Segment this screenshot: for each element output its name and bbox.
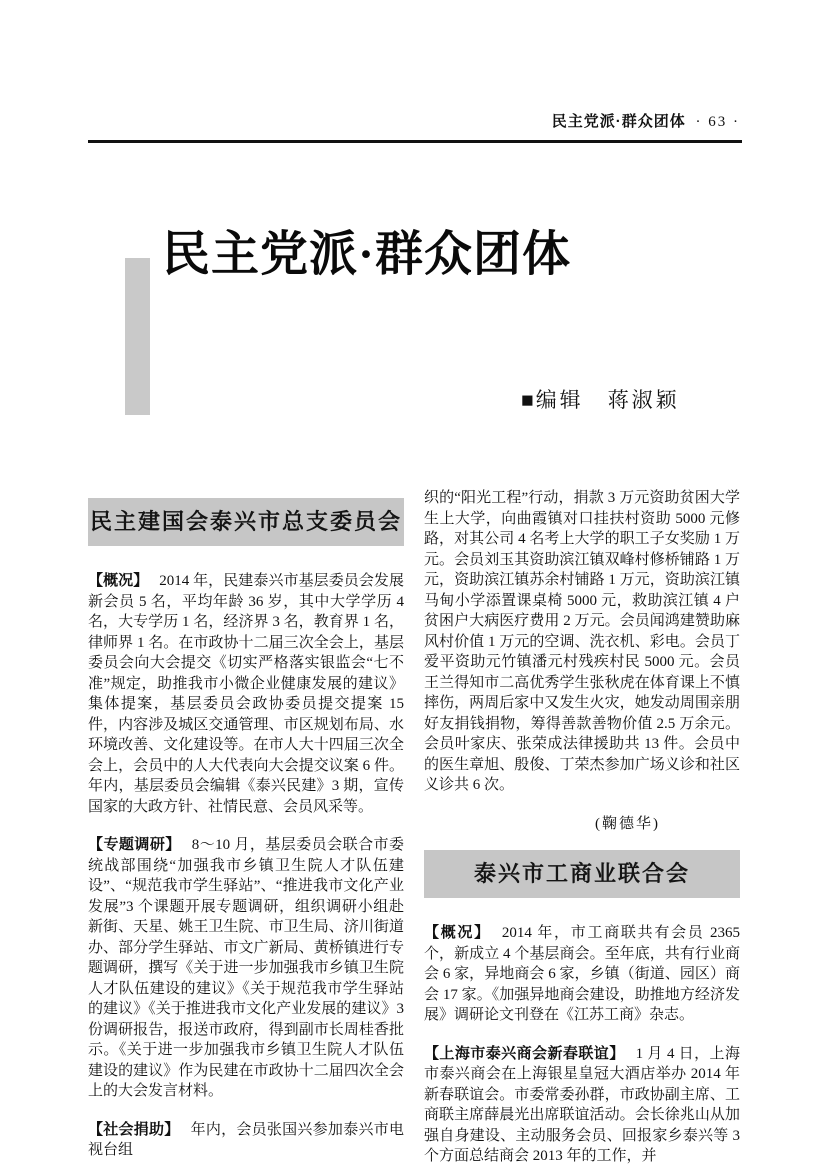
header-rule xyxy=(88,140,742,143)
paragraph-text: 8～10 月，基层委员会联合市委统战部围绕“加强我市乡镇卫生院人才队伍建设”、“规范我市学生驿站”、“推进我市文化产业发展”3 个课题开展专题调研，组织调研小组赴新街、天星、姚王卫生院、市卫生局、济川街道办、部分学生驿站、市文广新局、黄桥镇进行专题调研，撰写《关于进一步加强我市乡镇卫生院人才队伍建设的建议》《关于规范我市学生驿站的建议》《关于推进我市文化产业发展的建议》3 份调研报告，报送市政府，得到副市长周桂香批示。《关于进一步加强我市乡镇卫生院人才队伍建设的建议》作为民建在市政协十二届四次全会上的大会发言材料。 xyxy=(88,837,404,1099)
page-title: 民主党派·群众团体 xyxy=(162,228,572,281)
paragraph-shanghai-gala xyxy=(424,1044,740,1167)
editor-name: 蒋淑颖 xyxy=(607,388,680,412)
paragraph-label: 【社会捐助】 xyxy=(88,1120,180,1138)
section-title: 民主建国会泰兴市总支委员会 xyxy=(89,508,402,534)
paragraph-text: 2014 年，市工商联共有会员 2365 个，新成立 4 个基层商会。至年底，共有行业商会 6 家，异地商会 6 家，乡镇（街道、园区）商会 17 家。《加强异地商会建设，助推地方经济发展》调研论文刊登在《江苏工商》杂志。 xyxy=(424,925,740,1023)
author-attribution: (鞠德华) xyxy=(595,815,660,832)
paragraph-overview-2 xyxy=(424,923,740,1026)
section-header-minjian xyxy=(88,498,404,546)
editor-line xyxy=(521,386,680,414)
running-head-section: 民主党派·群众团体 xyxy=(551,113,686,130)
paragraph-overview xyxy=(88,571,404,817)
right-column xyxy=(424,488,740,1167)
paragraph-donation-continuation xyxy=(424,488,740,796)
paragraph-label: 【概况】 xyxy=(88,572,149,589)
editor-bullet-icon: ■ xyxy=(521,388,534,412)
paragraph-research xyxy=(88,835,404,1102)
page-number: · 63 · xyxy=(695,114,740,130)
title-decoration-bar xyxy=(125,258,150,415)
paragraph-label: 【专题调研】 xyxy=(88,836,181,853)
running-head xyxy=(88,112,740,132)
paragraph-text: 2014 年，民建泰兴市基层委员会发展新会员 5 名，平均年龄 36 岁，其中大学学历 4 名，大专学历 1 名，经济界 3 名，教育界 1 名，律师界 1 名。在市政协十二届三次全会上，基层委员会向大会提交《切实严格落实银监会“七不准”规定，助推我市小微企业健康发展的建议》集体提案，基层委员会政协委员提交提案 15 件，内容涉及城区交通管理、市区规划布局、水环境改善、文化建设等。在市人大十四届三次全会上，会员中的人大代表向大会提交议案 6 件。年内，基层委员会编辑《泰兴民建》3 期，宣传国家的大政方针、社情民意、会员风采等。 xyxy=(88,573,404,815)
paragraph-donation xyxy=(88,1120,404,1161)
left-column xyxy=(88,498,404,1161)
paragraph-text: 织的“阳光工程”行动，捐款 3 万元资助贫困大学生上大学，向曲霞镇对口挂扶村资助 5000 元修路，对其公司 4 名考上大学的职工子女奖励 1 万元。会员刘玉其资助滨江镇双峰村修桥铺路 1 万元，资助滨江镇苏余村铺路 1 万元，资助滨江镇马甸小学添置课桌椅 5000 元，救助滨江镇 4 户贫困户大病医疗费用 2 万元。会员闻鸿建赞助麻风村价值 1 万元的空调、洗衣机、彩电。会员丁爱平资助元竹镇潘元村残疾村民 5000 元。会员王兰得知市二高优秀学生张秋虎在体育课上不慎摔伤，两周后家中又发生火灾，她发动周围亲朋好友捐钱捐物，筹得善款善物价值 2.5 万余元。会员叶家庆、张荣成法律援助共 13 件。会员中的医生章旭、殷俊、丁荣杰参加广场义诊和社区义诊共 6 次。 xyxy=(424,490,740,793)
paragraph-label: 【概况】 xyxy=(424,924,491,941)
paragraph-text: 1 月 4 日，上海市泰兴商会在上海银星皇冠大酒店举办 2014 年新春联谊会。市委常委孙群，市政协副主席、工商联主席薛晨光出席联谊活动。会长徐兆山从加强自身建设、主动服务会员、回报家乡泰兴等 3 个方面总结商会 2013 年的工作，并 xyxy=(424,1045,740,1164)
paragraph-text: 年内，会员张国兴参加泰兴市电视台组 xyxy=(88,1121,404,1158)
editor-label: 编辑 xyxy=(535,388,584,412)
paragraph-label: 【上海市泰兴商会新春联谊】 xyxy=(424,1044,625,1062)
section-header-gongshanglian xyxy=(424,850,740,898)
section-title: 泰兴市工商业联合会 xyxy=(473,860,690,886)
